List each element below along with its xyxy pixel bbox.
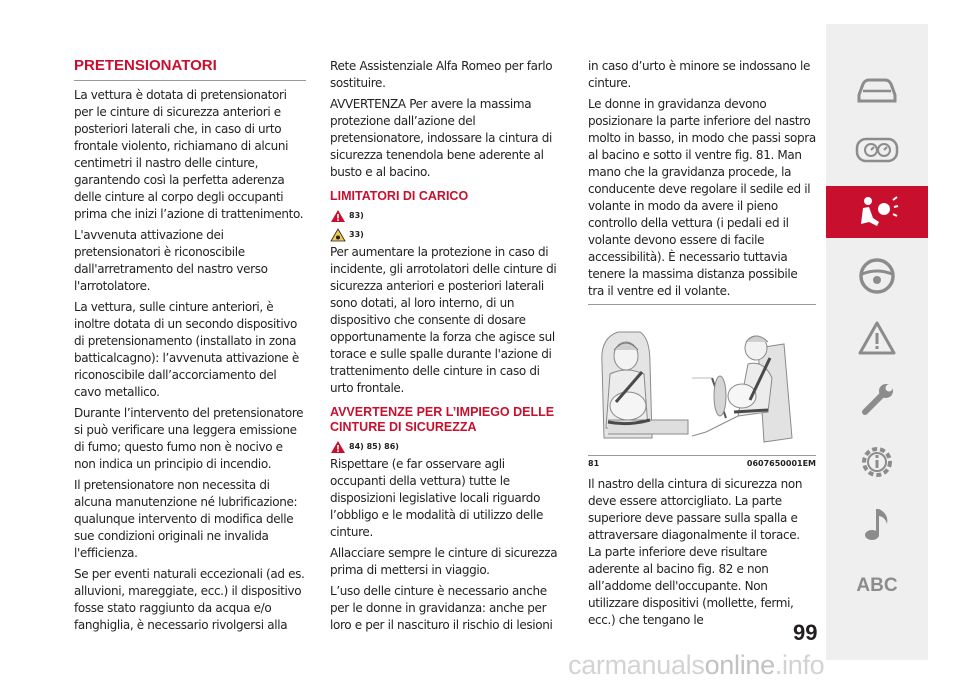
figure-81 bbox=[588, 304, 816, 470]
sidebar-item-index[interactable] bbox=[826, 560, 928, 612]
paragraph: Per aumentare la protezione in caso di incidente, gli arrotolatori delle cinture di sicurezza anteriori e posteriori laterali sono dotati, al loro interno, di un dispositivo che consente di dosare opportunamente la forza che agisce sul torace e sulle spalle durante l'azione di trattenimento delle cinture in caso di urto frontale. bbox=[330, 245, 557, 395]
paragraph: L'avvenuta attivazione dei pretensionatori è riconoscibile dall'arretramento del nastro verso l'arrotolatore. bbox=[74, 228, 268, 293]
warning-ref-label: 84) 85) 86) bbox=[349, 442, 399, 451]
environment-reference bbox=[330, 225, 560, 244]
index-label: ABC bbox=[856, 575, 898, 596]
paragraph: Il nastro della cintura di sicurezza non deve essere attorcigliato. La parte superiore deve passare sulla spalla e attraversare diagonalmente il torace. La parte inferiore deve risultare aderente al bacino fig. 82 e non all’addome dell'occupante. Non utilizzare dispositivi (mollette, fermi, ecc.) che tengano le bbox=[588, 477, 803, 627]
paragraph: in caso d’urto è minore se indossano le cinture. bbox=[588, 59, 811, 90]
watermark-strong: online bbox=[704, 650, 775, 680]
section-title-limitatori: LIMITATORI DI CARICO bbox=[330, 189, 469, 203]
music-note-icon bbox=[859, 504, 895, 544]
car-icon bbox=[855, 75, 899, 105]
sidebar-item-safety[interactable] bbox=[826, 186, 928, 238]
section-title-avvertenze: AVVERTENZE PER L’IMPIEGO DELLE CINTURE DI SICUREZZA bbox=[330, 405, 555, 434]
paragraph: La vettura, sulle cinture anteriori, è inoltre dotata di un secondo dispositivo di pretensionamento (installato in zona batticalcagno): l’avvenuta attivazione è riconoscibile dall’accorciamento del cavo metallico. bbox=[74, 300, 299, 399]
page-number: 99 bbox=[793, 620, 818, 645]
sidebar-item-technical-data[interactable] bbox=[826, 436, 928, 488]
warning-triangle-icon bbox=[330, 440, 346, 454]
column-3 bbox=[588, 58, 816, 633]
steering-wheel-icon bbox=[857, 256, 897, 296]
title-rule bbox=[74, 80, 306, 81]
pregnant-seatbelt-illustration bbox=[588, 308, 816, 458]
column-2 bbox=[330, 58, 560, 638]
figure-caption bbox=[588, 456, 816, 470]
paragraph: Allacciare sempre le cinture di sicurezza prima di mettersi in viaggio. bbox=[330, 546, 558, 577]
warning-ref-label: 83) bbox=[349, 211, 364, 220]
paragraph: Le donne in gravidanza devono posizionare la parte inferiore del nastro molto in basso, in modo che passi sopra al bacino e sotto il ventre fig. 81. Man mano che la gravidanza procede, la conducente deve regolare il sedile ed il volante in modo da avere il pieno controllo della vettura (i pedali ed il volante devono essere di facile accessibilità). È necessario tuttavia tenere la massima distanza possibile tra il ventre ed il volante. bbox=[588, 97, 816, 298]
watermark-light: carmanuals bbox=[568, 650, 705, 680]
watermark-suffix: .info bbox=[774, 650, 825, 680]
paragraph: La vettura è dotata di pretensionatori per le cinture di sicurezza anteriori e posteriori laterali che, in caso di urto frontale violento, richiamano di alcuni centimetri il nastro delle cinture, garantendo così la perfetta aderenza delle cinture al corpo degli occupanti prima che inizi l’azione di trattenimento. bbox=[74, 88, 304, 221]
gear-info-icon bbox=[857, 442, 897, 482]
paragraph: Durante l’intervento del pretensionatore si può verificare una leggera emissione di fumo; questo fumo non è nocivo e non indica un principio di incendio. bbox=[74, 406, 304, 471]
chapter-sidebar bbox=[826, 24, 928, 660]
sidebar-item-driving[interactable] bbox=[826, 250, 928, 302]
warning-reference bbox=[330, 206, 560, 225]
paragraph: L’uso delle cinture è necessario anche per le donne in gravidanza: anche per loro e per il nascituro il rischio di lesioni bbox=[330, 584, 553, 632]
paragraph: Se per eventi naturali eccezionali (ad es. alluvioni, mareggiate, ecc.) il dispositivo fosse stato raggiunto da acqua e/o fanghiglia, è necessario rivolgersi alla bbox=[74, 567, 305, 632]
figure-code: 0607650001EM bbox=[746, 458, 816, 468]
environment-ref-label: 33) bbox=[349, 230, 364, 239]
warning-triangle-icon bbox=[857, 320, 897, 356]
watermark bbox=[568, 650, 824, 681]
sidebar-item-emergency[interactable] bbox=[826, 312, 928, 364]
warning-triangle-icon bbox=[330, 209, 346, 223]
figure-top-rule bbox=[588, 304, 816, 305]
section-title-pretensionatori: PRETENSIONATORI bbox=[74, 57, 217, 74]
paragraph: Il pretensionatore non necessita di alcuna manutenzione né lubrificazione: qualunque intervento di modifica delle sue condizioni originali ne invalida l'efficienza. bbox=[74, 478, 298, 560]
paragraph: Rete Assistenziale Alfa Romeo per farlo sostituire. bbox=[330, 59, 553, 90]
airbag-passenger-icon bbox=[855, 194, 899, 230]
sidebar-item-maintenance[interactable] bbox=[826, 374, 928, 426]
paragraph: AVVERTENZA Per avere la massima protezione dall’azione del pretensionatore, indossare la cintura di sicurezza tenendola bene aderente al busto e al bacino. bbox=[330, 97, 553, 179]
environment-triangle-icon bbox=[330, 228, 346, 242]
figure-number: 81 bbox=[588, 458, 600, 468]
paragraph: Rispettare (e far osservare agli occupanti della vettura) tutte le disposizioni legislative locali riguardo l’obbligo e le modalità di utilizzo delle cinture. bbox=[330, 457, 543, 539]
sidebar-item-dashboard[interactable] bbox=[826, 124, 928, 176]
sidebar-item-car[interactable] bbox=[826, 64, 928, 116]
wrench-icon bbox=[857, 380, 897, 420]
warning-reference bbox=[330, 437, 560, 456]
sidebar-item-multimedia[interactable] bbox=[826, 498, 928, 550]
column-1 bbox=[74, 56, 306, 638]
dashboard-gauges-icon bbox=[855, 135, 899, 165]
